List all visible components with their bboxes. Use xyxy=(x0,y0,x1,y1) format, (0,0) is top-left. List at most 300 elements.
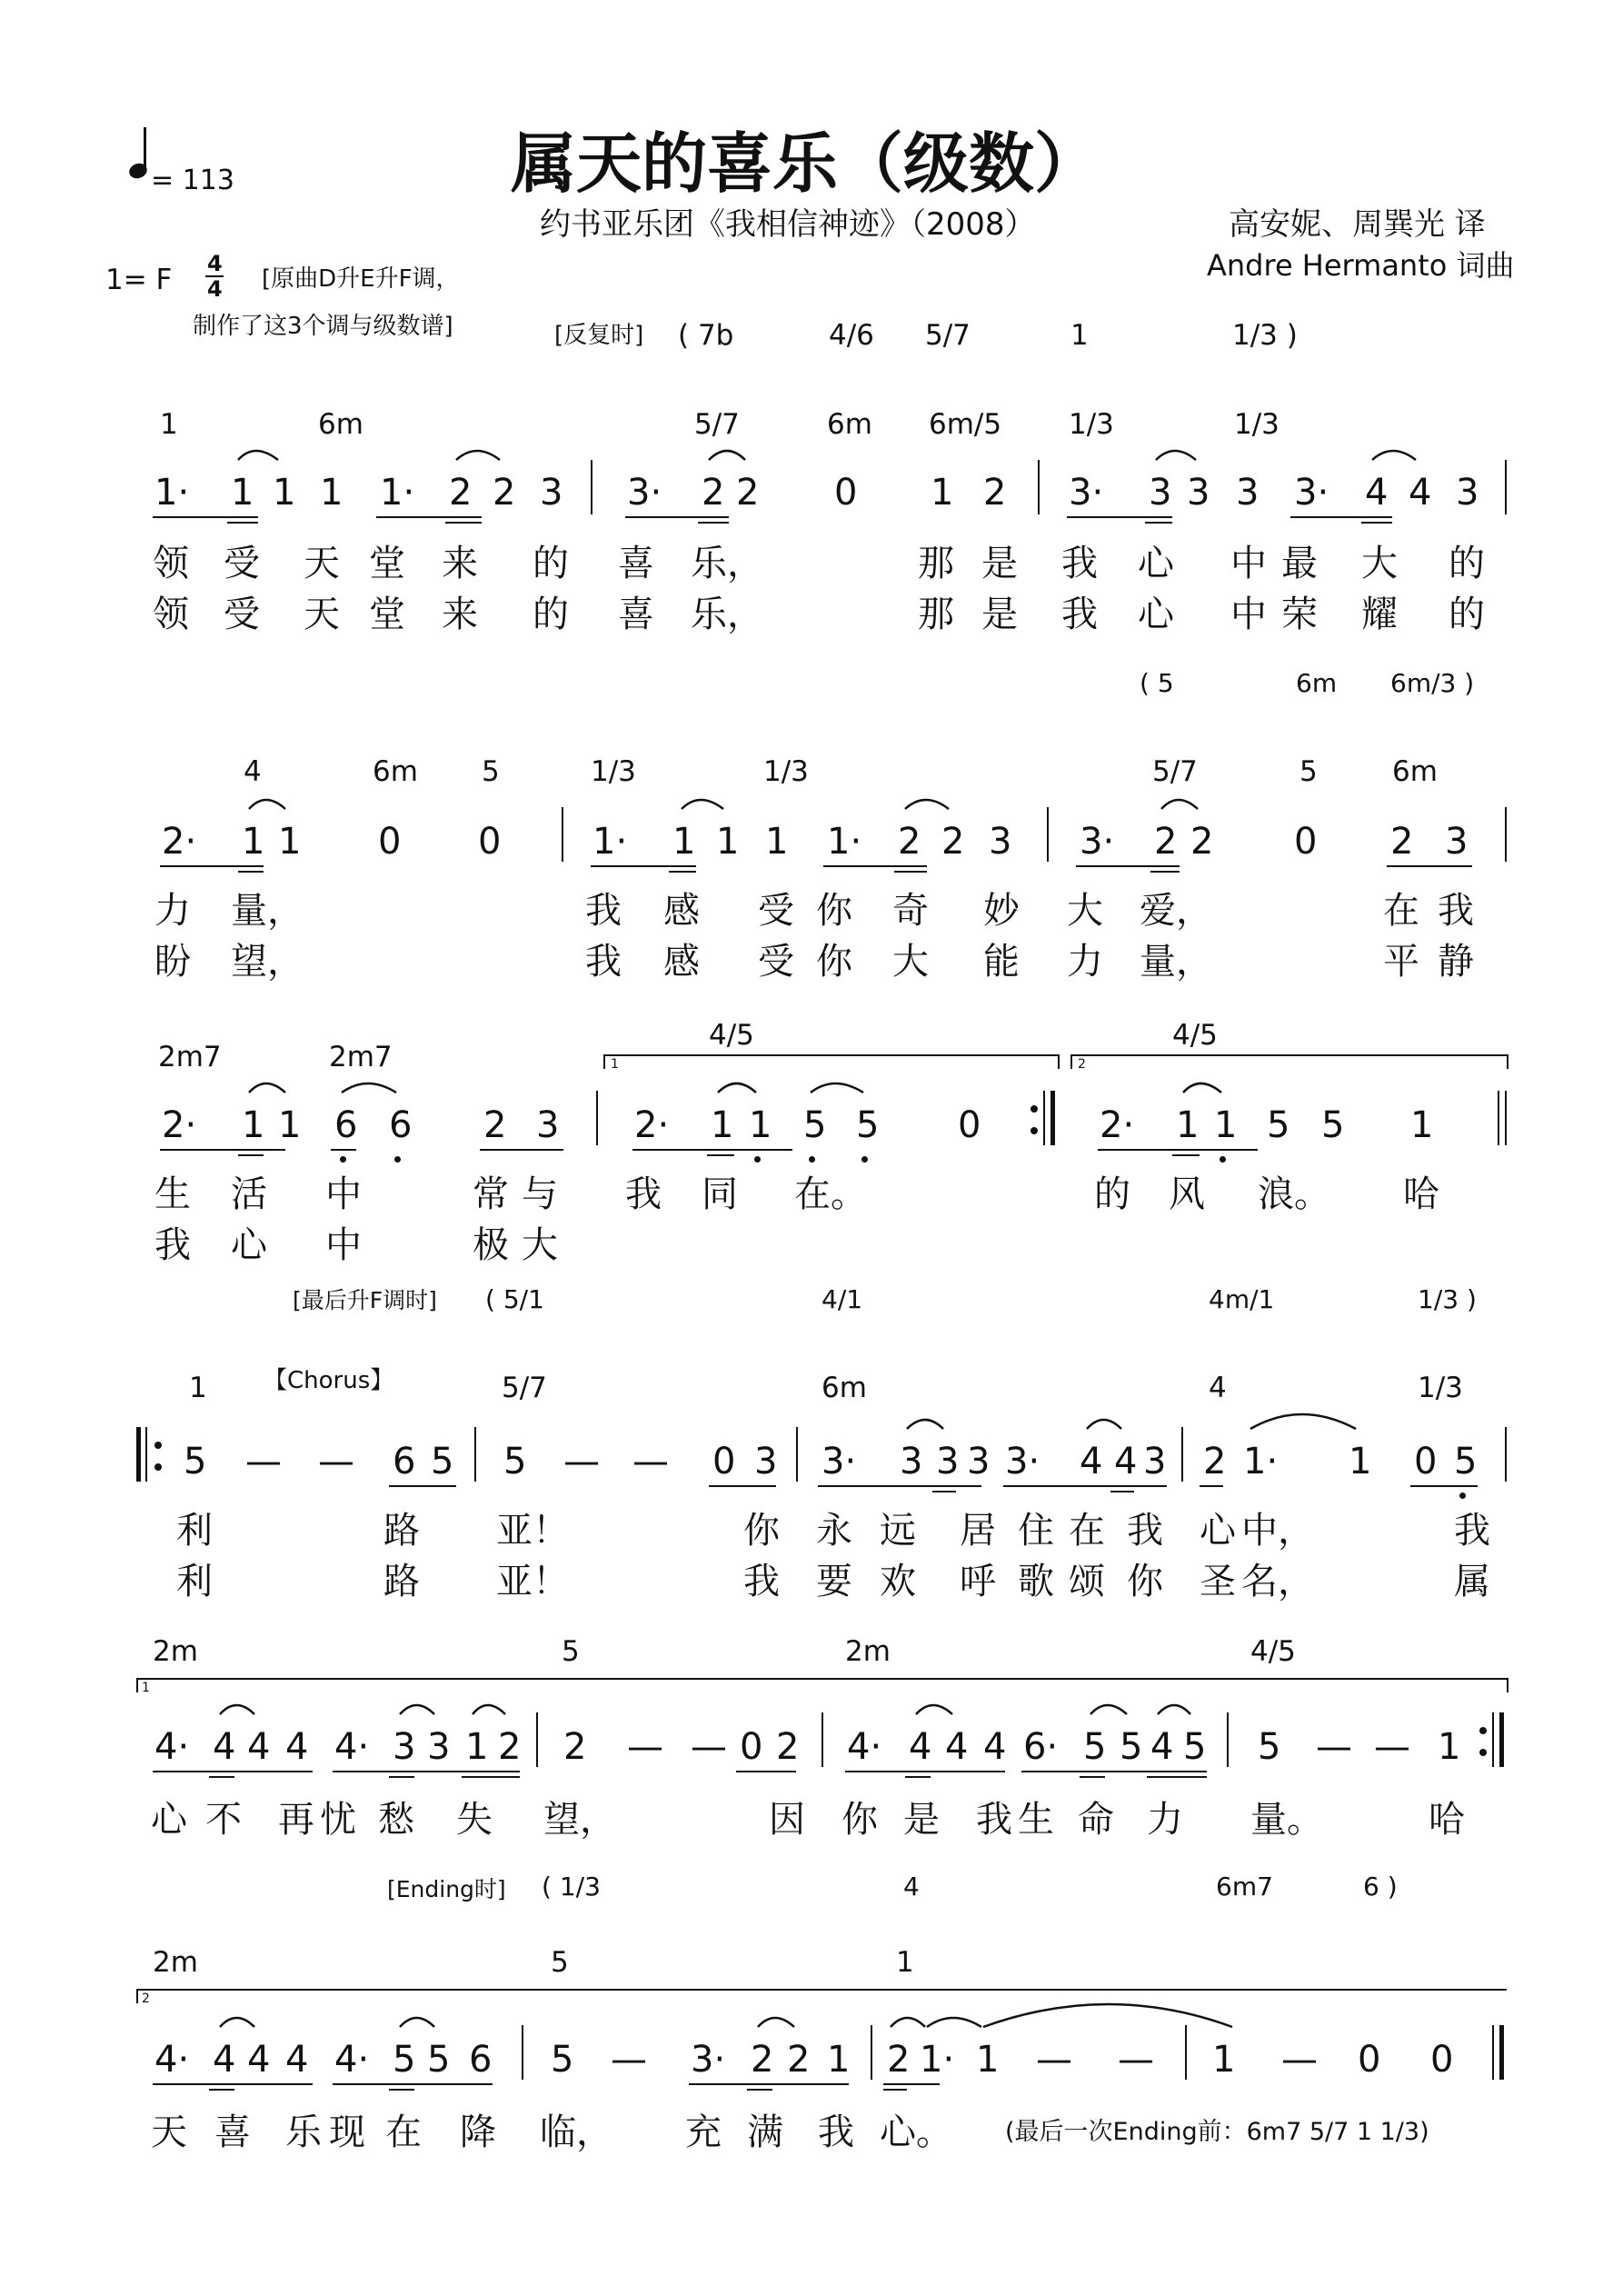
volta-number: 2 xyxy=(1078,1057,1086,1072)
underline xyxy=(1200,1485,1223,1487)
lyric: 的 xyxy=(1449,543,1485,584)
note: 3 xyxy=(989,821,1012,863)
lyric: 心 xyxy=(231,1224,267,1266)
note: 2 xyxy=(776,1726,800,1768)
lyric: 的 xyxy=(1449,594,1485,635)
lyric: 量， xyxy=(231,890,304,932)
lyric: 堂 xyxy=(369,543,405,584)
lyric: 是 xyxy=(981,594,1018,635)
chord: 1 xyxy=(160,408,178,441)
volta-number: 2 xyxy=(142,1992,150,2006)
note: 4 xyxy=(945,1726,969,1768)
lyric: 心 xyxy=(151,1799,187,1841)
note: 2 xyxy=(787,2039,811,2081)
tie-arc xyxy=(891,2018,925,2027)
note: 1· xyxy=(592,821,628,863)
lyric: 那 xyxy=(918,543,954,584)
note: 1 xyxy=(242,1104,265,1146)
underline xyxy=(707,1154,734,1156)
note: 1 xyxy=(716,821,740,863)
chord: 5/7 xyxy=(694,408,740,441)
tie-arc xyxy=(220,2018,254,2027)
lyric: 是 xyxy=(981,543,1018,584)
repeat-dot xyxy=(154,1463,162,1471)
underline xyxy=(389,1776,414,1778)
tie-arc xyxy=(342,1083,396,1093)
barline xyxy=(474,1427,476,1482)
note: 3 xyxy=(936,1441,960,1482)
repeat-chord: 1/3 ) xyxy=(1232,319,1298,352)
chord: 4/5 xyxy=(709,1019,754,1052)
volta-bracket-2 xyxy=(136,1989,1507,1991)
lyric: 量。 xyxy=(1250,1799,1323,1841)
note: 3 xyxy=(1143,1441,1167,1482)
underline xyxy=(883,2089,907,2091)
chord: 5 xyxy=(551,1946,569,1979)
note: 6· xyxy=(1023,1726,1059,1768)
lyric: 妙 xyxy=(983,890,1020,932)
chord: 2m xyxy=(153,1946,198,1979)
chord: 1 xyxy=(896,1946,914,1979)
repeat-dot xyxy=(1479,1727,1487,1734)
volta-bracket-1-right xyxy=(1507,1678,1508,1692)
chord: 2m7 xyxy=(329,1041,393,1073)
lyric: 我 xyxy=(1061,543,1098,584)
lyric: 颂 xyxy=(1069,1561,1105,1602)
note: 2 xyxy=(887,2039,911,2081)
lyric: 天 xyxy=(151,2111,187,2153)
tie-arc xyxy=(1161,800,1198,809)
note: 5 xyxy=(1083,1726,1107,1768)
note: 0 xyxy=(1358,2039,1381,2081)
note: 4 xyxy=(1150,1726,1174,1768)
note: 1 xyxy=(765,821,789,863)
note: 4 xyxy=(909,1726,932,1768)
note: 2· xyxy=(162,1104,197,1146)
note: — xyxy=(563,1441,600,1482)
note: 2· xyxy=(1100,1104,1135,1146)
key-note-line1: [原曲D升E升F调， xyxy=(262,265,460,293)
lyric: 力 xyxy=(1147,1799,1183,1841)
note: 5 xyxy=(551,2039,574,2081)
underline xyxy=(709,1485,776,1487)
tie-arc xyxy=(1158,1705,1190,1714)
note: 4 xyxy=(247,2039,271,2081)
note: 2 xyxy=(702,472,725,514)
lyric: 心 xyxy=(1138,594,1174,635)
chord: 1 xyxy=(189,1372,207,1404)
lyric: 利 xyxy=(176,1510,213,1552)
lyric: 命 xyxy=(1078,1799,1114,1841)
note: 0 xyxy=(1414,1441,1438,1482)
lyric: 活 xyxy=(231,1173,267,1215)
lyric: 心 xyxy=(1200,1510,1236,1552)
volta-bracket-1-left xyxy=(603,1054,605,1069)
lyric: 爱， xyxy=(1140,890,1212,932)
lyric: 我 xyxy=(1127,1510,1163,1552)
tie-arc xyxy=(905,800,949,809)
lyric: 你 xyxy=(816,890,852,932)
lyric: 常 xyxy=(473,1173,509,1215)
note: 1 xyxy=(827,2039,851,2081)
tie-arc xyxy=(682,800,723,809)
end-barline xyxy=(1505,1091,1507,1145)
underline xyxy=(1076,865,1180,867)
lyric: 属 xyxy=(1454,1561,1490,1602)
note: — xyxy=(1118,2039,1154,2081)
note: 5 xyxy=(1258,1726,1281,1768)
note: 4 xyxy=(285,1726,309,1768)
chord: 1/3 xyxy=(1234,408,1279,441)
final-ending-note: (最后一次Ending前：6m7 5/7 1 1/3) xyxy=(1005,2118,1429,2146)
repeat-dot xyxy=(154,1442,162,1449)
chord: 4/5 xyxy=(1250,1635,1296,1668)
note: 1 xyxy=(749,1104,772,1146)
ending-chord: 4 xyxy=(903,1872,920,1902)
lyric: 荣 xyxy=(1281,594,1318,635)
lyric: 望， xyxy=(543,1799,616,1841)
underline xyxy=(1410,1485,1478,1487)
tie-arc xyxy=(1250,1414,1356,1429)
lyric: 现 xyxy=(329,2111,365,2153)
note: — xyxy=(1281,2039,1318,2081)
underline xyxy=(1098,1149,1258,1151)
lyric: 心 xyxy=(1138,543,1174,584)
lyric: 住 xyxy=(1018,1510,1054,1552)
barline xyxy=(1038,460,1040,514)
barline xyxy=(591,460,592,514)
underline xyxy=(1145,522,1172,524)
lyric: 受 xyxy=(224,594,260,635)
lyric: 乐， xyxy=(691,543,763,584)
lyric: 亚！ xyxy=(496,1510,569,1552)
underline xyxy=(1147,1776,1207,1778)
repeat-chords-label: [反复时] xyxy=(554,322,644,349)
underline xyxy=(1067,516,1172,518)
tie-arc xyxy=(1156,451,1196,460)
underline xyxy=(238,1154,264,1156)
note: 2 xyxy=(898,821,921,863)
lyric: 中 xyxy=(325,1173,362,1215)
lyric: 因 xyxy=(769,1799,805,1841)
underline xyxy=(227,522,258,524)
underline xyxy=(376,516,482,518)
lyric: 奇 xyxy=(892,890,929,932)
underline xyxy=(845,1771,1005,1772)
chord: 5/7 xyxy=(502,1372,547,1404)
note: 3 xyxy=(1187,472,1210,514)
lyric: 天 xyxy=(304,594,340,635)
repeat-chord: 1 xyxy=(1070,319,1089,352)
underline xyxy=(625,516,729,518)
chord: 6m xyxy=(1392,755,1438,788)
note: 4· xyxy=(847,1726,882,1768)
underline xyxy=(818,1485,981,1487)
lyric: 永 xyxy=(816,1510,852,1552)
note: 3 xyxy=(1236,472,1260,514)
lyric: 的 xyxy=(1094,1173,1130,1215)
tie-arc xyxy=(400,1705,434,1714)
tie-arc xyxy=(456,451,500,460)
lyric: 极 xyxy=(473,1224,509,1266)
note: 1 xyxy=(465,1726,489,1768)
note: 1 xyxy=(711,1104,734,1146)
song-title: 属天的喜乐（级数） xyxy=(511,125,1100,202)
key-note-line2: 制作了这3个调与级数谱] xyxy=(193,313,453,340)
tie-arc xyxy=(220,1705,254,1714)
note: 2 xyxy=(983,472,1007,514)
lyric: 再 xyxy=(278,1799,314,1841)
chord: 5/7 xyxy=(1152,755,1198,788)
alt-chord: 6m xyxy=(1296,668,1338,698)
note: 1 xyxy=(231,472,254,514)
lyric: 力 xyxy=(1067,941,1103,983)
lyric: 我 xyxy=(154,1224,191,1266)
note: 2 xyxy=(498,1726,522,1768)
volta-bracket-1 xyxy=(136,1678,1507,1680)
underline xyxy=(389,2089,414,2091)
note: 2· xyxy=(634,1104,670,1146)
note: 1 xyxy=(278,1104,302,1146)
lyric: 受 xyxy=(224,543,260,584)
note: 3 xyxy=(1149,472,1172,514)
repeat-end-thin xyxy=(1492,1712,1494,1767)
note: 1 xyxy=(273,472,296,514)
underline xyxy=(669,871,696,873)
lyric: 要 xyxy=(816,1561,852,1602)
lyric: 呼 xyxy=(960,1561,996,1602)
underline xyxy=(894,871,927,873)
note: 0 xyxy=(478,821,502,863)
note: 3 xyxy=(754,1441,778,1482)
repeat-chord: 5/7 xyxy=(925,319,971,352)
lyric: 我 xyxy=(585,890,622,932)
lyric: 路 xyxy=(383,1561,420,1602)
lyric: 喜 xyxy=(618,594,654,635)
lyric: 圣 xyxy=(1200,1561,1236,1602)
lyric: 浪。 xyxy=(1258,1173,1330,1215)
lyric: 感 xyxy=(663,890,700,932)
note: 5 xyxy=(431,1441,454,1482)
lyric: 我 xyxy=(625,1173,662,1215)
lyric: 平 xyxy=(1383,941,1419,983)
barline xyxy=(562,807,563,862)
tie-arc xyxy=(249,1083,285,1093)
note: 0 xyxy=(1294,821,1318,863)
underline xyxy=(480,1149,563,1151)
ending-chord: 6m7 xyxy=(1216,1872,1273,1902)
note: 2 xyxy=(563,1726,587,1768)
repeat-chord: ( 7b xyxy=(678,319,734,352)
low-octave-dot xyxy=(754,1156,761,1163)
underline xyxy=(1290,516,1392,518)
note: 2 xyxy=(449,472,473,514)
composer: Andre Hermanto 词曲 xyxy=(1207,248,1515,283)
note: 3· xyxy=(627,472,662,514)
final-key-chord: 4/1 xyxy=(821,1284,863,1314)
lyric: 的 xyxy=(533,594,569,635)
underline xyxy=(209,2089,234,2091)
chord: 5 xyxy=(562,1635,580,1668)
key-signature: 1= F xyxy=(105,264,173,296)
lyric: 在 xyxy=(1383,890,1419,932)
underline xyxy=(153,1771,313,1772)
tie-arc xyxy=(916,1705,952,1714)
lyric: 乐， xyxy=(691,594,763,635)
barline xyxy=(1505,460,1507,514)
repeat-end-thick xyxy=(1499,1712,1504,1767)
note: — xyxy=(245,1441,282,1482)
note: 2 xyxy=(1390,821,1414,863)
underline xyxy=(591,865,696,867)
lyric: 降 xyxy=(460,2111,496,2153)
lyric: 我 xyxy=(585,941,622,983)
barline xyxy=(536,1712,538,1767)
note: 2 xyxy=(1154,821,1178,863)
note: 5 xyxy=(1183,1726,1207,1768)
note: 5 xyxy=(1321,1104,1345,1146)
volta-number: 1 xyxy=(611,1057,619,1072)
chord: 6m/5 xyxy=(929,408,1002,441)
lyric: 耀 xyxy=(1361,594,1398,635)
lyric: 与 xyxy=(522,1173,558,1215)
note: 3 xyxy=(536,1104,560,1146)
note: 6 xyxy=(334,1104,358,1146)
note: 2 xyxy=(483,1104,507,1146)
underline xyxy=(153,516,258,518)
note: 3· xyxy=(821,1441,857,1482)
note: 1 xyxy=(931,472,954,514)
barline xyxy=(1181,1427,1183,1482)
lyric: 我 xyxy=(743,1561,780,1602)
tie-arc xyxy=(709,451,745,460)
low-octave-dot xyxy=(340,1156,346,1163)
barline xyxy=(1047,807,1049,862)
quarter-note-stem xyxy=(144,127,146,171)
note: 3· xyxy=(1294,472,1329,514)
barline xyxy=(596,1091,598,1145)
note: 2 xyxy=(736,472,760,514)
end-barline xyxy=(1498,1091,1499,1145)
note: 0 xyxy=(740,1726,763,1768)
low-octave-dot xyxy=(809,1156,815,1163)
note: 1 xyxy=(1176,1104,1200,1146)
lyric: 愁 xyxy=(378,1799,414,1841)
note: 2 xyxy=(1190,821,1214,863)
ending-label: [Ending时] xyxy=(387,1876,506,1902)
lyric: 那 xyxy=(918,594,954,635)
chord: 1/3 xyxy=(1069,408,1114,441)
tie-arc xyxy=(907,1420,943,1429)
lyric: 来 xyxy=(442,594,478,635)
low-octave-dot xyxy=(394,1156,401,1163)
note: 1· xyxy=(154,472,190,514)
underline xyxy=(160,1149,285,1151)
lyric: 的 xyxy=(533,543,569,584)
tie-arc xyxy=(718,1083,756,1093)
underline xyxy=(1080,1776,1105,1778)
note: 5 xyxy=(1454,1441,1478,1482)
note: 5 xyxy=(393,2039,416,2081)
lyric: 同 xyxy=(702,1173,738,1215)
underline xyxy=(1361,522,1392,524)
note: 0 xyxy=(834,472,858,514)
lyric: 在。 xyxy=(794,1173,867,1215)
lyric: 心。 xyxy=(880,2111,952,2153)
repeat-dot xyxy=(1031,1127,1038,1134)
tie-arc xyxy=(811,1083,863,1093)
underline xyxy=(698,522,729,524)
underline xyxy=(883,2083,940,2085)
note: 4· xyxy=(154,2039,190,2081)
note: 3 xyxy=(900,1441,923,1482)
lyric: 中 xyxy=(325,1224,362,1266)
chord: 6m xyxy=(827,408,872,441)
underline xyxy=(209,1776,234,1778)
final-key-chord: ( 5/1 xyxy=(485,1284,544,1314)
repeat-start-thin xyxy=(145,1427,147,1482)
lyric: 望， xyxy=(231,941,304,983)
note: — xyxy=(1036,2039,1072,2081)
lyric: 不 xyxy=(205,1799,242,1841)
lyric: 在 xyxy=(1069,1510,1105,1552)
lyric: 歌 xyxy=(1018,1561,1054,1602)
lyric: 居 xyxy=(960,1510,996,1552)
lyric: 满 xyxy=(747,2111,783,2153)
barline xyxy=(1227,1712,1229,1767)
underline xyxy=(689,2083,849,2085)
barline xyxy=(522,2025,523,2080)
lyric: 大 xyxy=(892,941,929,983)
barline xyxy=(821,1712,823,1767)
tie-arc xyxy=(473,1705,505,1714)
lyric: 我 xyxy=(1454,1510,1490,1552)
volta-bracket-2 xyxy=(1070,1054,1507,1056)
note: 1· xyxy=(920,2039,955,2081)
tie-arc xyxy=(1087,1420,1121,1429)
time-signature-bottom: 4 xyxy=(207,276,223,302)
lyric: 盼 xyxy=(154,941,191,983)
note: 2 xyxy=(493,472,516,514)
underline xyxy=(1150,871,1180,873)
lyric: 我 xyxy=(818,2111,854,2153)
underline xyxy=(632,1149,792,1151)
lyric: 生 xyxy=(1018,1799,1054,1841)
lyric: 喜 xyxy=(214,2111,251,2153)
volta-bracket-1-left xyxy=(136,1678,138,1692)
tie-arc xyxy=(1183,1083,1221,1093)
note: 3 xyxy=(967,1441,991,1482)
underline xyxy=(747,2089,772,2091)
lyric: 受 xyxy=(758,890,794,932)
note: 4 xyxy=(213,2039,236,2081)
lyric: 亚！ xyxy=(496,1561,569,1602)
lyric: 大 xyxy=(1361,543,1398,584)
chord: 5 xyxy=(1299,755,1318,788)
note: 5 xyxy=(503,1441,527,1482)
lyric: 你 xyxy=(743,1510,780,1552)
volta-bracket-2-left xyxy=(1070,1054,1072,1069)
note: 1 xyxy=(242,821,265,863)
lyric: 喜 xyxy=(618,543,654,584)
note: 4· xyxy=(334,2039,370,2081)
lyric: 大 xyxy=(522,1224,558,1266)
underline xyxy=(389,1485,456,1487)
underline xyxy=(905,1776,931,1778)
underline xyxy=(1110,1491,1134,1492)
note: 5 xyxy=(803,1104,827,1146)
lyric: 你 xyxy=(1127,1561,1163,1602)
